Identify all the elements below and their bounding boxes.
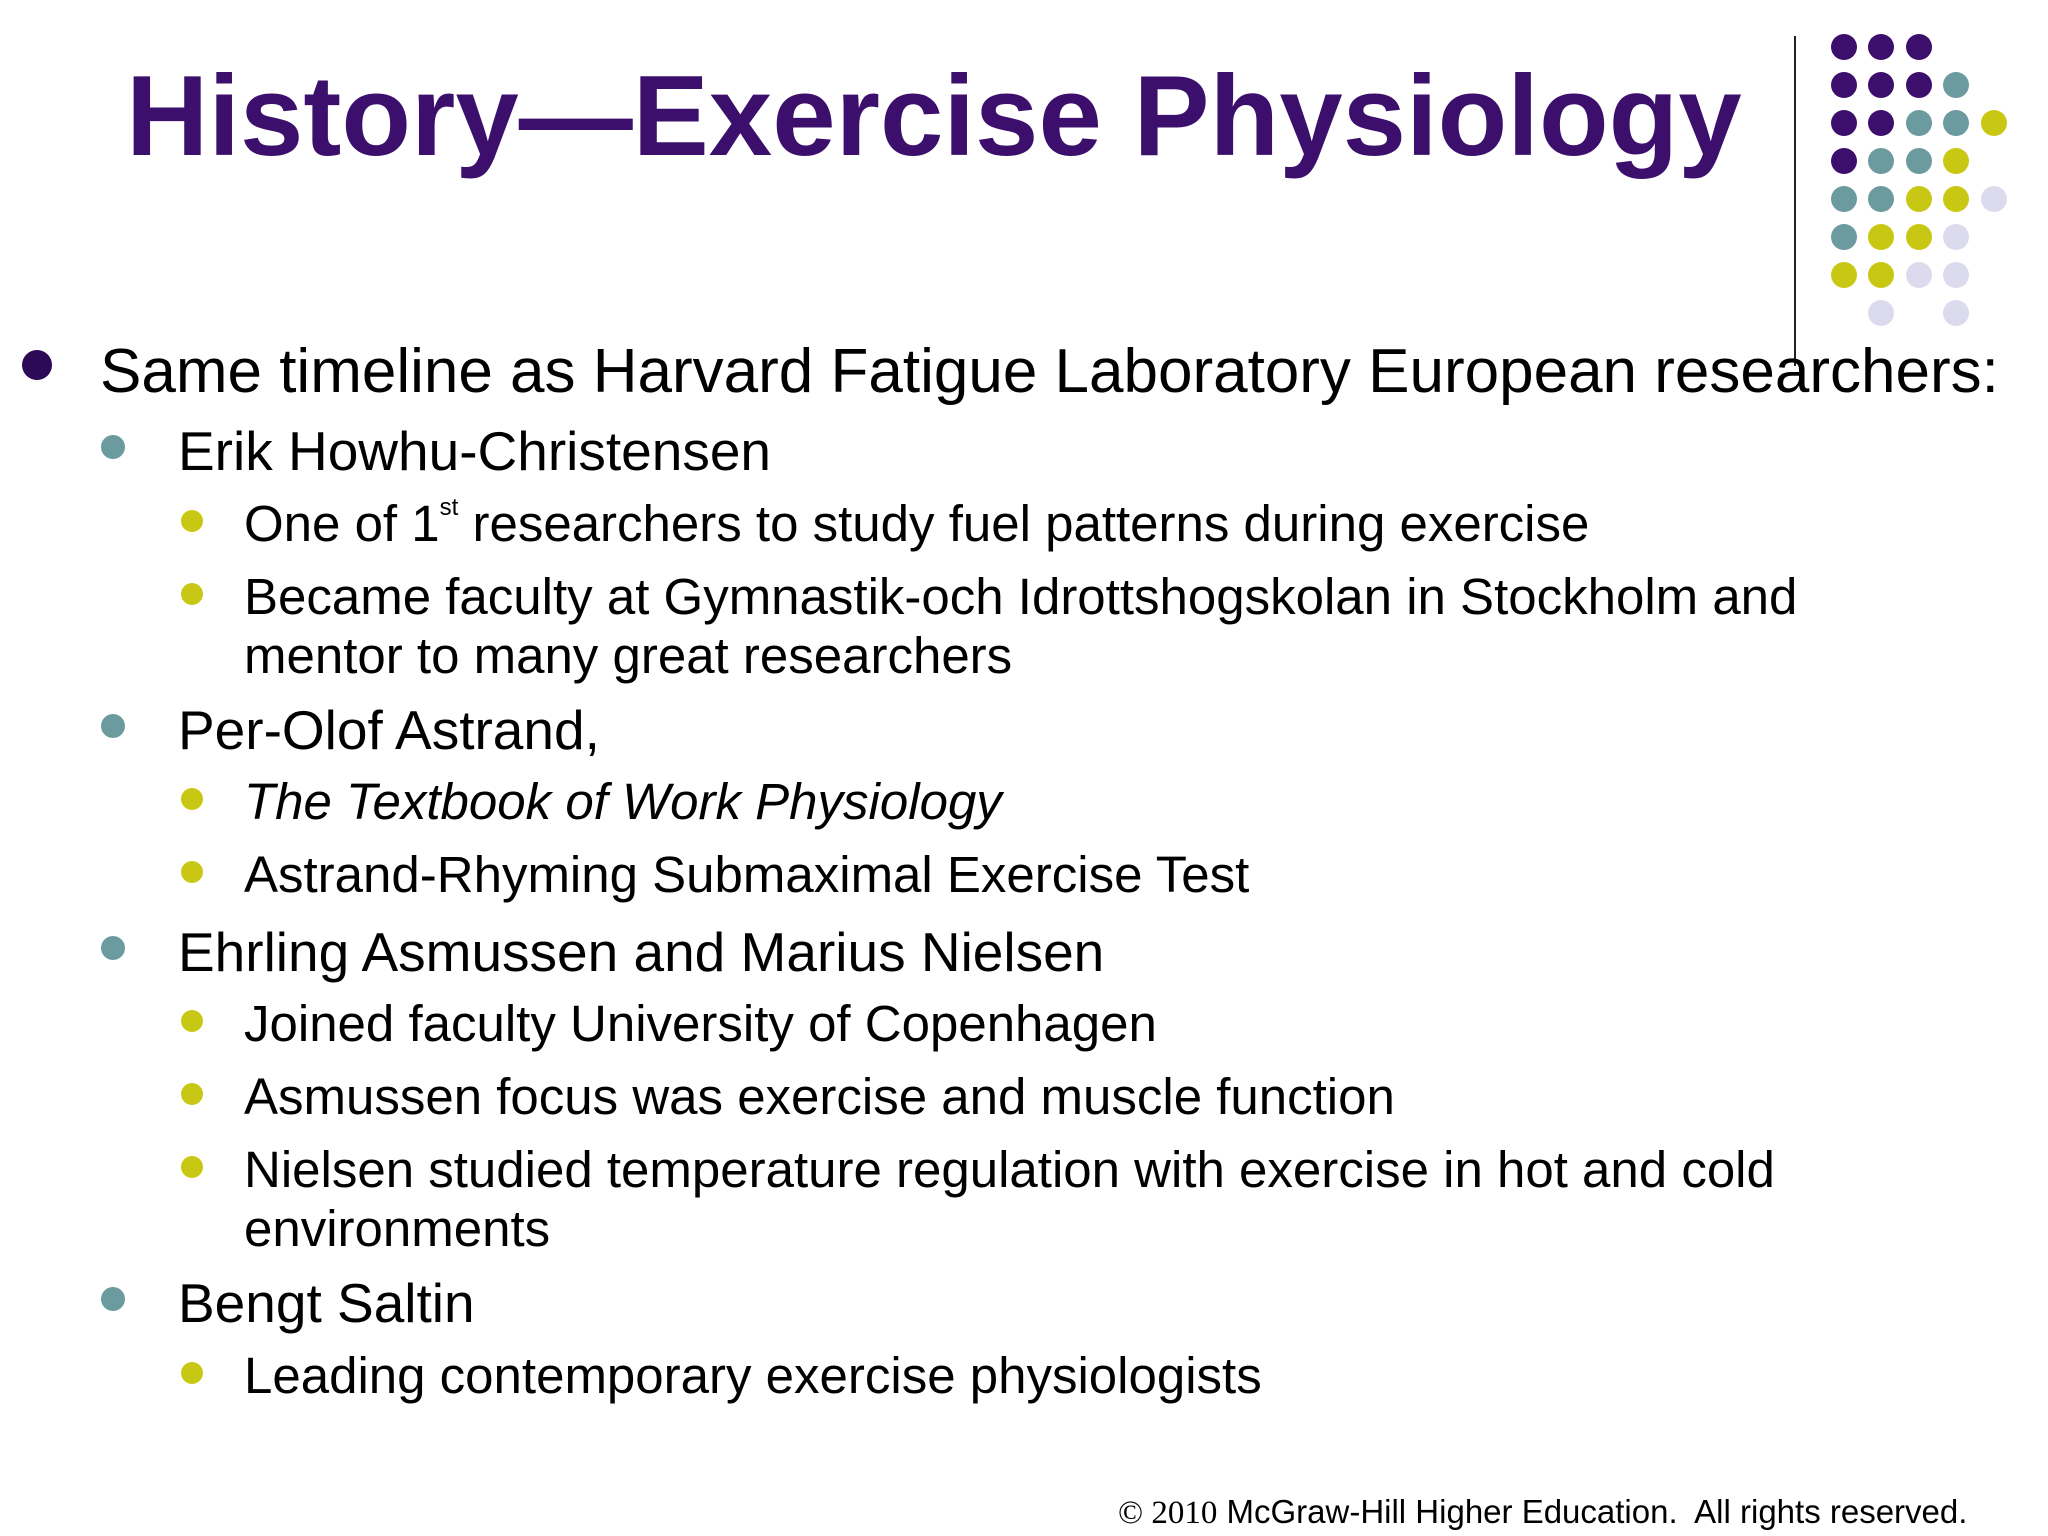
- bullet-dot: [181, 788, 203, 810]
- copyright-text: McGraw-Hill Higher Education. All rights reserved.: [1217, 1493, 1968, 1530]
- copyright-footer: [1118, 1492, 1967, 1533]
- bullet-text: Bengt Saltin: [178, 1272, 475, 1334]
- bullet-text: Per-Olof Astrand,: [178, 699, 600, 761]
- bullet-text: Ehrling Asmussen and Marius Nielsen: [178, 921, 1105, 983]
- bullet-dot: [101, 1287, 125, 1311]
- bullet-dot: [101, 714, 125, 738]
- bullet-dot: [22, 350, 52, 380]
- bullet-dot: [101, 435, 125, 459]
- bullet-text: Leading contemporary exercise physiologists: [244, 1347, 1262, 1404]
- bullet-text: Became faculty at Gymnastik-och Idrottshogskolan in Stockholm and: [244, 568, 1798, 625]
- bullet-text: One of 1st researchers to study fuel patterns during exercise: [244, 494, 1590, 552]
- copyright-year: © 2010: [1118, 1495, 1218, 1531]
- bullet-text: The Textbook of Work Physiology: [244, 773, 1002, 830]
- bullet-text: Nielsen studied temperature regulation with exercise in hot and cold: [244, 1141, 1775, 1198]
- bullet-text: Erik Howhu-Christensen: [178, 420, 771, 482]
- bullet-dot: [101, 936, 125, 960]
- bullet-dot: [181, 583, 203, 605]
- slide-title: History—Exercise Physiology: [126, 53, 1742, 180]
- bullet-text: Astrand-Rhyming Submaximal Exercise Test: [244, 846, 1250, 903]
- bullet-text: Same timeline as Harvard Fatigue Laboratory European researchers:: [100, 337, 1999, 406]
- bullet-dot: [181, 1010, 203, 1032]
- bullet-dot: [181, 861, 203, 883]
- bullet-dot: [181, 1362, 203, 1384]
- bullet-text: mentor to many great researchers: [244, 627, 1013, 684]
- bullet-text: Asmussen focus was exercise and muscle function: [244, 1068, 1395, 1125]
- bullet-dot: [181, 1156, 203, 1178]
- bullet-text: environments: [244, 1200, 551, 1257]
- bullet-text: Joined faculty University of Copenhagen: [244, 995, 1157, 1052]
- bullet-dot: [181, 510, 203, 532]
- bullet-dot: [181, 1083, 203, 1105]
